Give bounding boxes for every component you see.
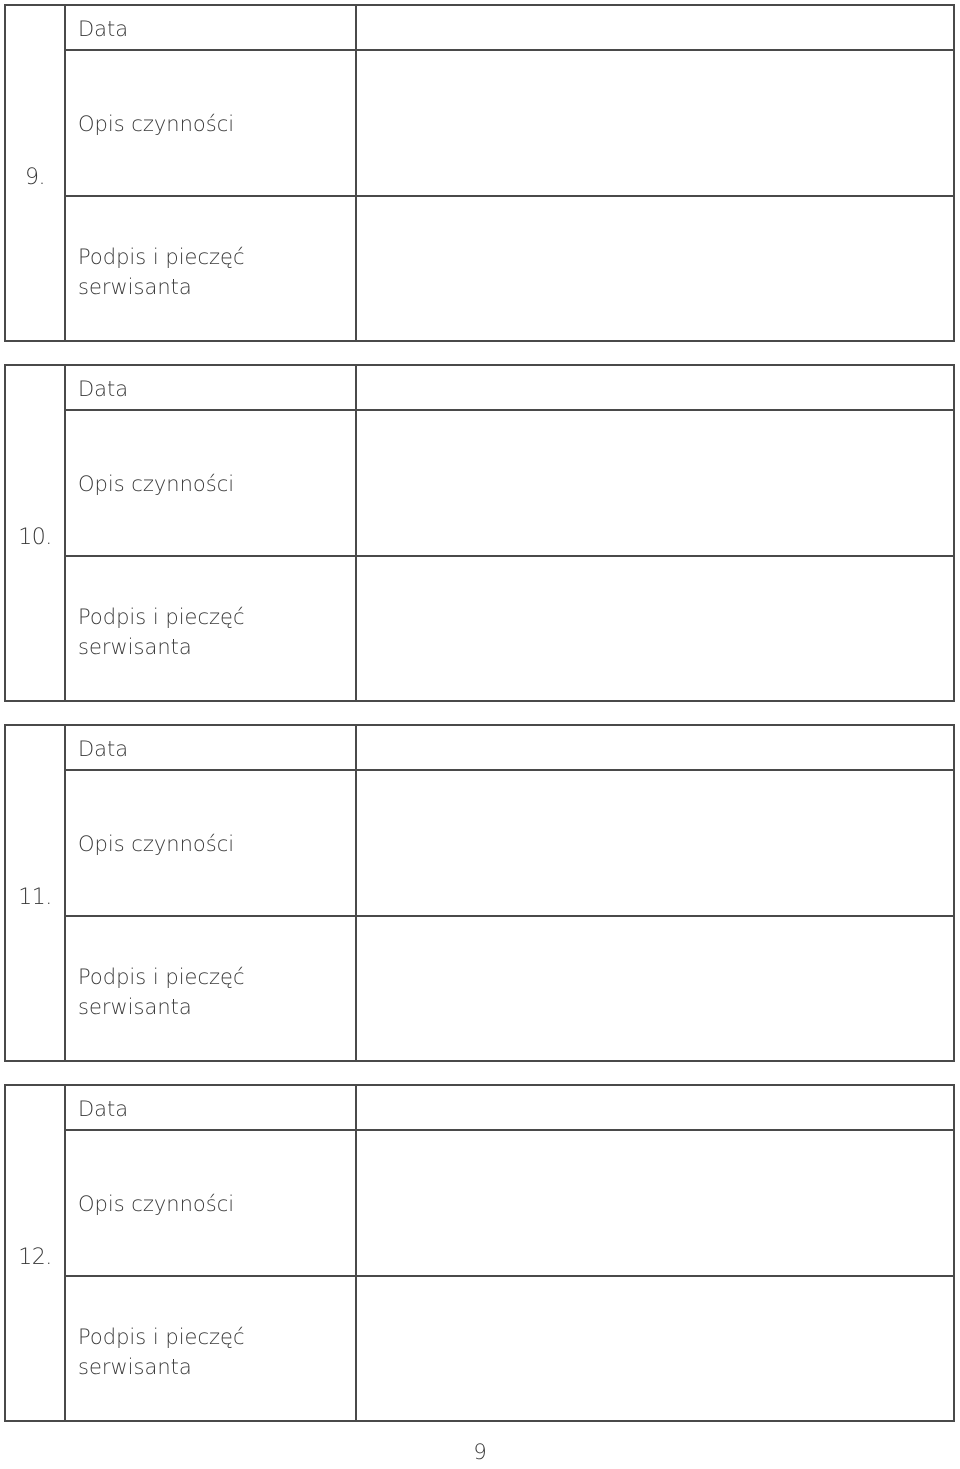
signature-field[interactable] (357, 557, 953, 700)
date-field[interactable] (357, 6, 953, 49)
service-entry-9 (4, 4, 955, 342)
date-label: Data (66, 366, 357, 409)
entry-number-cell (6, 366, 66, 700)
date-field[interactable] (357, 366, 953, 409)
service-entry-11 (4, 724, 955, 1062)
signature-row (66, 917, 953, 1060)
entry-number: 12. (18, 1245, 52, 1270)
description-field[interactable] (357, 1131, 953, 1275)
date-field[interactable] (357, 1086, 953, 1129)
signature-label: Podpis i pieczęć serwisanta (66, 557, 357, 700)
date-label: Data (66, 6, 357, 49)
description-label: Opis czynności (66, 1131, 357, 1275)
signature-label: Podpis i pieczęć serwisanta (66, 1277, 357, 1420)
date-row (66, 1086, 953, 1131)
entry-number-cell (6, 6, 66, 340)
description-label: Opis czynności (66, 771, 357, 915)
signature-label: Podpis i pieczęć serwisanta (66, 917, 357, 1060)
description-row (66, 771, 953, 917)
signature-row (66, 197, 953, 340)
date-label: Data (66, 1086, 357, 1129)
signature-row (66, 557, 953, 700)
signature-field[interactable] (357, 1277, 953, 1420)
date-row (66, 726, 953, 771)
signature-label: Podpis i pieczęć serwisanta (66, 197, 357, 340)
description-row (66, 1131, 953, 1277)
entry-number: 11. (18, 885, 52, 910)
entry-number: 9. (25, 165, 45, 190)
signature-field[interactable] (357, 197, 953, 340)
signature-row (66, 1277, 953, 1420)
page-number: 9 (473, 1440, 487, 1464)
description-row (66, 411, 953, 557)
description-field[interactable] (357, 411, 953, 555)
entry-number-cell (6, 726, 66, 1060)
description-row (66, 51, 953, 197)
date-field[interactable] (357, 726, 953, 769)
signature-field[interactable] (357, 917, 953, 1060)
entry-number: 10. (18, 525, 52, 550)
date-row (66, 366, 953, 411)
service-entry-10 (4, 364, 955, 702)
description-label: Opis czynności (66, 411, 357, 555)
entry-number-cell (6, 1086, 66, 1420)
description-field[interactable] (357, 771, 953, 915)
description-label: Opis czynności (66, 51, 357, 195)
date-label: Data (66, 726, 357, 769)
description-field[interactable] (357, 51, 953, 195)
service-entry-12 (4, 1084, 955, 1422)
date-row (66, 6, 953, 51)
